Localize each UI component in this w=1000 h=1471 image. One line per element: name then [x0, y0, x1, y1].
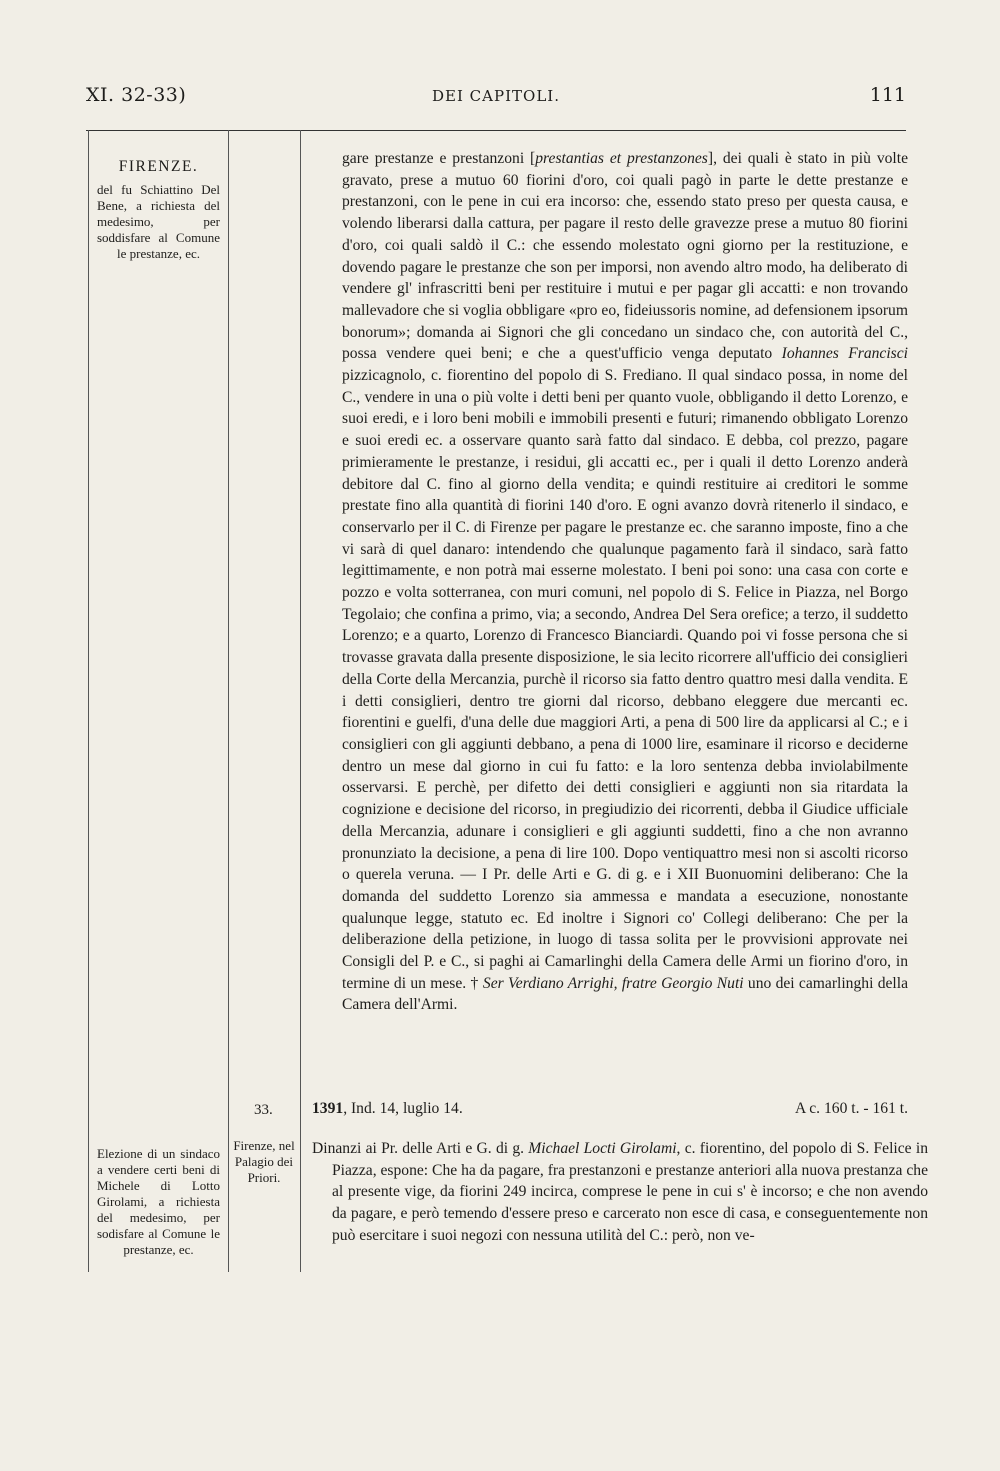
doc33-year: 1391: [312, 1100, 344, 1117]
chapter-reference: XI. 32-33): [86, 84, 187, 106]
doc33-date: , Ind. 14, luglio 14.: [343, 1100, 463, 1117]
doc32-signatories: Ser Verdiano Arrighi, fratre Georgio Nuti: [482, 974, 744, 992]
doc32-text-1: gare prestanze e prestanzoni [: [342, 150, 536, 167]
page-number: 111: [869, 84, 906, 106]
column-divider-middle: [228, 130, 229, 1272]
doc32-latin-1: prestantias et prestanzones: [535, 150, 708, 167]
doc33-place: Firenze, nel Palagio dei Priori.: [233, 1138, 295, 1185]
doc32-text-3: pizzicagnolo, c. fiorentino del popolo di S. Frediano. Il qual sindaco possa, in nome del C., vendere in una o più volte i detti beni per quanto vuole, obbligando il detto Lorenzo, e suoi eredi, e i loro beni mobili e immobili presenti e futuri; rimanendo obbligato Lorenzo e suoi eredi ec. a osservare quanto sarà fatto dal sindaco. E debba, col prezzo, pagare primieramente le prestanze, i residui, gli accatti ec., per i quali il detto Lorenzo anderà debitore dal C. fino al giorno della vendita; e quindi restituire ai creditori le somme prestate fino alla quantità di fiorini 140 d'oro. E ogni avanzo dovrà ritenerlo il sindaco, e conservarlo per il C. di Firenze per pagare le prestanze ec. che saranno imposte, fino a che vi sarà di quel danaro: intendendo che qualunque pagamento farà il sindaco, sarà fatto legittimamente, e non potrà mai esserne molestato. I beni poi sono: una casa con corte e pozzo e volta sotterranea, con muri comuni, nel popolo di S. Felice in Piazza, nel Borgo Tegolaio; che confina a primo, via; a secondo, Andrea Del Sera orefice; a terzo, il suddetto Lorenzo; e a quarto, Lorenzo di Francesco Bianciardi. Quando poi vi fosse persona che si trovasse gravata dalla presente disposizione, le sia lecito ricorrere all'ufficio dei consiglieri della Corte della Mercanzia, purchè il ricorso sia fatto dentro quattro mesi dalla vendita. E i detti consiglieri, dentro tre giorni dal ricorso, debbano eleggere due mercanti ec. fiorentini e guelfi, d'una delle due maggiori Arti, a pena di 500 lire da applicarsi al C.; e i consiglieri con gli aggiunti debbano, a pena di 1000 lire, esaminare il ricorso e deciderne dentro un mese dal giorno in cui fu fatto: e la loro sentenza debba inviolabilmente osservarsi. E perchè, per difetto dei detti consiglieri e aggiunti non sia ritardata la cognizione e decisione del ricorso, in pregiudizio dei ricorrenti, debba il Giudice ufficiale della Mercanzia, adunare i consiglieri e gli aggiunti suddetti, fino a che non avranno pronunziato la decisione, a pena di lire 100. Dopo ventiquattro mesi non si ascolti ricorso o querela veruna. — I Pr. delle Arti e G. di g. e i XII Buonuomini deliberano: Che la domanda del suddetto Lorenzo sia ammessa e mandata a esecuzione, nonostante qualunque legge, statuto ec. Ed inoltre i Signori co' Collegi deliberano: Che per la deliberazione della petizione, in luogo di tassa solita per le provvisioni approvate nei Consigli del P. e C., si paghi ai Camarlinghi della Camera delle Armi un fiorino d'oro, in termine di un mese. †: [342, 367, 908, 992]
doc33-text-1: Dinanzi ai Pr. delle Arti e G. di g.: [312, 1140, 529, 1157]
doc33-text-2: , c. fiorentino, del popolo di S. Felice in Piazza, espone: Che ha da pagare, fra prestanzoni e prestanze anteriori alla nuova prestanza che al presente vige, da fiorini 249 incirca, comprese le pene in cui s' è incorso; e che non avendo da pagare, e però temendo d'essere preso e carcerato non esce di casa, e conseguentemente non può esercitare i suoi negozi con nessuna utilità del C.: però, non ve-: [332, 1140, 928, 1244]
doc33-number: 33.: [254, 1102, 273, 1118]
doc32-text-4: uno dei camarlinghi della Camera dell'Armi.: [342, 974, 908, 1014]
column-divider-right: [300, 130, 301, 1272]
doc33-body: [312, 1138, 928, 1247]
doc32-syndic-name: Iohannes Francisci: [781, 345, 908, 363]
header-rule: [86, 130, 906, 131]
margin-note-doc32: [97, 158, 220, 262]
doc32-text-2: ], dei quali è stato in più volte gravato, prese a mutuo 60 fiorini d'oro, coi quali pagò in parte le dette prestanze e prestanzoni, con le pene in cui era incorso: che, essendo stato preso per questa causa, e volendo liberarsi dalla cattura, per pagare il resto delle gravezze prese a mutuo 80 fiorini d'oro, coi quali saldò il C.: che essendo molestato ogni giorno per la restituzione, e dovendo pagare le prestanze che son per imporsi, non avendo altro modo, ha deliberato di vendere gl' infrascritti beni per restituire i mutui e per pagar gli accatti: e non trovando mallevadore che si voglia obbligare «pro eo, fideiussoris nomine, ad defensionem ipsorum bonorum»; domanda ai Signori che gli concedano un sindaco che, con autorità del C., possa vendere quei beni; e che a quest'ufficio venga deputato: [342, 150, 909, 363]
column-divider-left: [88, 130, 89, 1272]
doc32-summary: del fu Schiattino Del Bene, a richiesta del medesimo, per soddisfare al Comune le prestanze, ec.: [97, 182, 220, 261]
doc32-body: [342, 148, 908, 1016]
running-head: [86, 84, 906, 114]
running-title: DEI CAPITOLI.: [432, 87, 560, 105]
doc33-reference: A c. 160 t. - 161 t.: [794, 1100, 908, 1117]
doc33-summary: Elezione di un sindaco a vendere certi beni di Michele di Lotto Girolami, a richiesta del medesimo, per sodisfare al Comune le prestanze, ec.: [97, 1146, 220, 1257]
doc33-petitioner: Michael Locti Girolami: [528, 1140, 677, 1157]
doc33-date-line: [312, 1100, 463, 1118]
place-heading: FIRENZE.: [118, 158, 199, 175]
